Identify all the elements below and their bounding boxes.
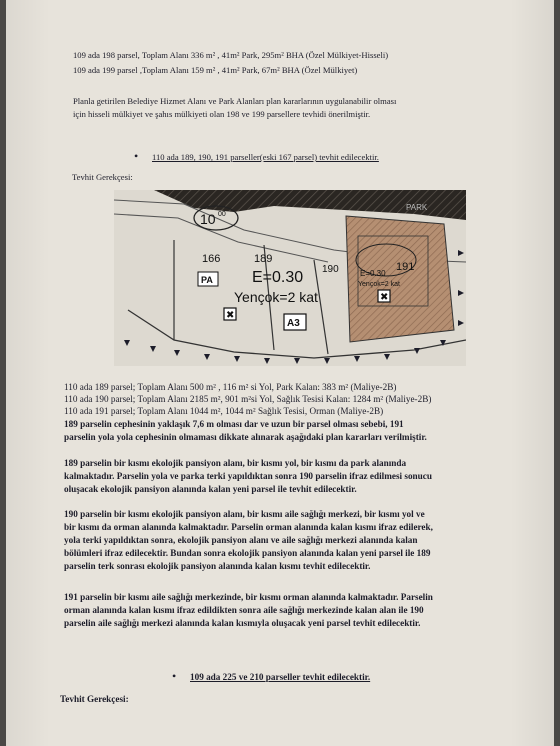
paragraph-190-line: parselin terk sonrası ekolojik pansiyon alanında kalan kısmı tevhit edilecektir. [64,561,371,571]
paragraph-191-line: parselin aile sağlığı merkezi alanında kalan kısmıyla oluşacak yeni parsel tevhit edilecektir. [64,618,421,628]
intro-paragraph-line: için hisseli mülkiyet ve şahıs mülkiyeti olan 198 ve 199 parsellere tevhidi önerilmiştir. [73,109,371,119]
paragraph-190-line: bir kısmı da orman alanında kalmaktadır. Parselin orman alanında kalan kısmı ifraz edilerek, [64,522,433,532]
park-label: PARK [406,203,428,212]
density-label: E=0.30 [252,269,304,286]
bullet-icon: • [172,669,177,683]
zone-label-a3: A3 [287,318,300,329]
paragraph-190-line: yola terki yapıldıktan sonra, ekolojik pansiyon alanı ve aile sağlığı merkezi alanında kalan [64,535,418,545]
parcel-190-line: 110 ada 190 parsel; Toplam Alanı 2185 m², 901 m²si Yol, Sağlık Tesisi Kalan: 1284 m² (Maliye-2B) [64,394,432,404]
paragraph-189b-line: kalmaktadır. Parselin yola ve parka terki yapıldıktan sonra 190 parselin ifraz edilmesi sonucu [64,471,432,481]
bullet-icon: • [134,149,139,163]
contour-label-10: 10 [200,211,216,227]
parcel-label-166: 166 [202,253,221,265]
intro-paragraph-line: Planla getirilen Belediye Hizmet Alanı ve Park Alanları plan kararlarının uygulanabilir olması [73,96,397,106]
paragraph-191-line: orman alanında kalan kısmı ifraz edildikten sonra aile sağlığı merkezinde kalan alan ile 190 [64,605,424,615]
density-label-small: E=0.30 [360,269,386,278]
paragraph-191-line: 191 parselin bir kısmı aile sağlığı merkezinde, bir kısmı orman alanında kalmaktadır. Parselin [64,592,433,602]
justification-label-2: Tevhit Gerekçesi: [60,694,129,704]
document-page [6,0,554,746]
parcel-199-line: 109 ada 199 parsel ,Toplam Alanı 159 m² , 41m² Park, 67m² BHA (Özel Mülkiyet) [73,65,358,75]
paragraph-189a-line: 189 parselin cephesinin yaklaşık 7,6 m olması dar ve uzun bir parsel olması sebebi, 191 [64,419,404,429]
zone-label-pa: PA [201,275,213,285]
paragraph-189b-line: oluşacak ekolojik pansiyon alanında kalan yeni parsel ile tevhit edilecektir. [64,484,357,494]
zoning-plan-map [114,190,466,366]
paragraph-190-line: bölümleri ifraz edilecektir. Bundan sonra ekolojik pansiyon alanında kalan yeni parsel ile 189 [64,548,431,558]
parcel-label-189: 189 [254,253,273,265]
height-limit-label: Yençok=2 kat [234,289,318,305]
svg-text:✖: ✖ [380,292,389,303]
justification-label-1: Tevhit Gerekçesi: [72,172,133,182]
bullet-heading-2: 109 ada 225 ve 210 parseller tevhit edilecektir. [190,672,371,682]
bullet-heading-1: 110 ada 189, 190, 191 parseller(eski 167 parsel) tevhit edilecektir. [152,152,379,162]
paragraph-189b-line: 189 parselin bir kısmı ekolojik pansiyon alanı, bir kısmı yol, bir kısmı da park alanında [64,458,407,468]
height-limit-label-small: Yençok=2 kat [358,281,400,288]
paragraph-189a-line: parselin yola yola cephesinin olmaması dikkate alınarak aşağıdaki plan kararları verilmiştir. [64,432,427,442]
paragraph-190-line: 190 parselin bir kısmı ekolojik pansiyon alanı, bir kısmı aile sağlığı merkezi, bir kısmı yol ve [64,509,425,519]
parcel-label-190: 190 [322,264,339,275]
contour-label-10-sup: 00 [218,211,226,218]
parcel-label-191: 191 [396,261,415,273]
svg-text:✖: ✖ [226,310,235,321]
parcel-191-line: 110 ada 191 parsel; Toplam Alanı 1044 m², 1044 m² Sağlık Tesisi, Orman (Maliye-2B) [64,406,384,416]
parcel-198-line: 109 ada 198 parsel, Toplam Alanı 336 m² , 41m² Park, 295m² BHA (Özel Mülkiyet-Hisseli) [73,50,389,60]
parcel-189-line: 110 ada 189 parsel; Toplam Alanı 500 m² , 116 m² si Yol, Park Kalan: 383 m² (Maliye-2B) [64,382,397,392]
